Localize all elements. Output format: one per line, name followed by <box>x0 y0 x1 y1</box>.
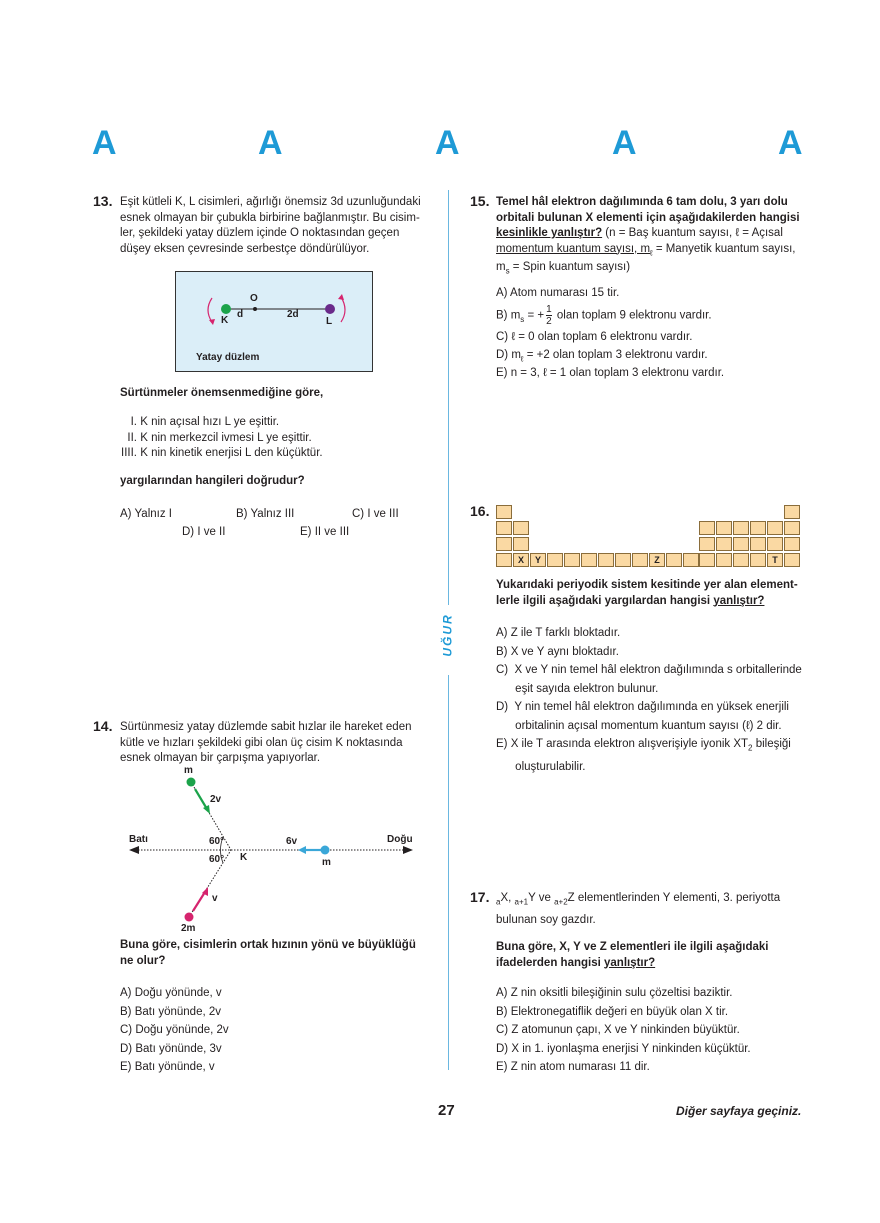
plane-label: Yatay düzlem <box>196 352 260 363</box>
label-2v: 2v <box>210 794 222 805</box>
q17-option-c[interactable]: C) Z atomunun çapı, X ve Y ninkinden büyüktür. <box>496 1024 740 1036</box>
q14-option-e[interactable]: E) Batı yönünde, v <box>120 1061 215 1073</box>
rotation-arrow-l <box>341 297 345 322</box>
q13-option-e[interactable]: E) II ve III <box>300 526 350 538</box>
q15-number: 15. <box>470 193 490 209</box>
cell-x: X <box>513 553 529 567</box>
mass-bottom <box>185 913 194 922</box>
label-east: Doğu <box>387 834 413 845</box>
q14-option-a[interactable]: A) Doğu yönünde, v <box>120 987 222 999</box>
q17-question: Buna göre, X, Y ve Z elementleri ile ilgili aşağıdaki ifadelerden hangisi yanlıştır? <box>496 941 769 969</box>
q15-option-c[interactable]: C) ℓ = 0 olan toplam 6 elektronu vardır. <box>496 331 693 343</box>
q14-stem: Sürtünmesiz yatay düzlemde sabit hızlar ile hareket eden kütle ve hızları şekildeki gibi olan üç cisim K noktasında esnek olmayan bir çarpışma yapıyorlar. <box>120 721 412 764</box>
label-6v: 6v <box>286 836 298 847</box>
q17-option-b[interactable]: B) Elektronegatiflik değeri en büyük olan X tir. <box>496 1005 729 1018</box>
q17-number: 17. <box>470 889 490 905</box>
q13-option-a[interactable]: A) Yalnız I <box>120 508 172 520</box>
q16-option-c-cont: eşit sayıda elektron bulunur. <box>496 682 659 695</box>
q17-options <box>496 984 751 1077</box>
booklet-letter: A <box>92 124 117 162</box>
q16-question: Yukarıdaki periyodik sistem kesitinde yer alan element- lerle ilgili aşağıdaki yargılardan hangisi yanlıştır? <box>496 579 798 607</box>
next-page-note: Diğer sayfaya geçiniz. <box>676 1104 802 1118</box>
q16-option-a[interactable]: A) Z ile T farklı bloktadır. <box>496 627 621 639</box>
cell-t: T <box>767 553 783 567</box>
label-2m: 2m <box>181 923 196 934</box>
q16-option-d-cont: orbitalinin açısal momentum kuantum sayısı (ℓ) 2 dir. <box>496 719 782 732</box>
mass-top <box>187 778 196 787</box>
cell-y: Y <box>530 553 546 567</box>
q16-option-b[interactable]: B) X ve Y aynı bloktadır. <box>496 645 619 658</box>
q16-option-e-cont: oluşturulabilir. <box>496 760 586 773</box>
q13-statements: I. K nin açısal hızı L ye eşittir. II. K nin merkezcil ivmesi L ye eşittir. IIII. K nin kinetik enerjisi L den küçüktür. <box>121 416 323 459</box>
booklet-letter: A <box>258 124 283 162</box>
label-d: d <box>237 309 244 320</box>
booklet-letter: A <box>612 124 637 162</box>
q14-option-b[interactable]: B) Batı yönünde, 2v <box>120 1005 222 1018</box>
booklet-letter: A <box>778 124 803 162</box>
column-divider <box>448 190 449 605</box>
booklet-letter: A <box>435 124 460 162</box>
body-l <box>325 304 335 314</box>
rotation-arrow-k <box>208 298 212 322</box>
q15-option-a[interactable]: A) Atom numarası 15 tir. <box>496 287 620 299</box>
point-o <box>253 307 257 311</box>
q13-option-b[interactable]: B) Yalnız III <box>236 508 295 520</box>
q13-question: yargılarından hangileri doğrudur? <box>120 475 305 487</box>
label-k: K <box>240 852 248 863</box>
body-k <box>221 304 231 314</box>
label-2d: 2d <box>287 309 299 320</box>
periodic-table-slice <box>496 505 802 569</box>
q16-number: 16. <box>470 503 490 519</box>
q17-stem: $_a$X, $_{a+1}$Y ve $_{a+2}$Z elementlerinden Y elementi, 3. periyotta bulunan soy gazdır. <box>496 892 781 926</box>
q14-option-c[interactable]: C) Doğu yönünde, 2v <box>120 1024 229 1036</box>
label-l: L <box>326 316 333 327</box>
label-v: v <box>212 893 218 904</box>
label-o: O <box>250 293 258 304</box>
q14-options <box>120 984 229 1077</box>
label-m-right: m <box>322 857 331 868</box>
q13-number: 13. <box>93 193 113 209</box>
q14-question: Buna göre, cisimlerin ortak hızının yönü ve büyüklüğü ne olur? <box>120 939 416 967</box>
q16-options <box>496 624 802 776</box>
q16-option-d[interactable]: D) Y nin temel hâl elektron dağılımında en yüksek enerjili <box>496 701 789 713</box>
q15-option-b[interactable]: B) $m_s$ = + $\frac{1}{2}$ olan toplam 9 elektronu vardır. <box>496 304 712 327</box>
cell-z: Z <box>649 553 665 567</box>
label-60-top: 60° <box>209 836 225 847</box>
label-k: K <box>221 315 229 326</box>
q15-option-d[interactable]: D) $m_\ell = +2$ olan toplam 3 elektronu vardır. <box>496 349 708 364</box>
page-number: 27 <box>438 1102 455 1119</box>
mass-right <box>321 846 330 855</box>
q13-option-c[interactable]: C) I ve III <box>352 508 399 520</box>
side-label: UĞUR <box>440 613 455 657</box>
q14-number: 14. <box>93 718 113 734</box>
q17-option-d[interactable]: D) X in 1. iyonlaşma enerjisi Y ninkinden küçüktür. <box>496 1042 751 1055</box>
q15-stem: Temel hâl elektron dağılımında 6 tam dolu, 3 yarı dolu orbitali bulunan X elementi için aşağıdakilerden hangisi kesinlikle yanlıştır? (n = Baş kuantum sayısı, ℓ = Açısal momentum kuantum sayısı, $m_\ell$ = Manyetik kuantum sayısı, $m_s$ = Spin kuantum sayısı) <box>496 196 800 276</box>
q16-option-c[interactable]: C) X ve Y nin temel hâl elektron dağılımında s orbitallerinde <box>496 664 802 676</box>
q13-stem: Eşit kütleli K, L cisimleri, ağırlığı önemsiz 3d uzunluğundaki esnek olmayan bir çubukla birbirine bağlanmıştır. Bu cisim- ler, şekildeki yatay düzlem içinde O noktasından geçen düşey eksen çevresinde serbestçe döndürülüyor. <box>120 196 421 255</box>
label-60-bottom: 60° <box>209 854 225 865</box>
label-west: Batı <box>129 834 148 845</box>
q17-option-a[interactable]: A) Z nin oksitli bileşiğinin sulu çözeltisi baziktir. <box>496 987 733 999</box>
q14-option-d[interactable]: D) Batı yönünde, 3v <box>120 1042 222 1055</box>
q13-prompt: Sürtünmeler önemsenmediğine göre, <box>120 387 324 399</box>
q17-option-e[interactable]: E) Z nin atom numarası 11 dir. <box>496 1061 650 1073</box>
q16-option-e[interactable]: E) X ile T arasında elektron alışverişiyle iyonik $XT_2$ bileşiği <box>496 738 791 753</box>
label-m-top: m <box>184 765 193 776</box>
q14-figure <box>125 765 425 935</box>
column-divider <box>448 675 449 1070</box>
q13-option-d[interactable]: D) I ve II <box>182 526 226 538</box>
q13-figure <box>175 271 373 372</box>
q15-option-e[interactable]: E) n = 3, ℓ = 1 olan toplam 3 elektronu vardır. <box>496 367 725 379</box>
